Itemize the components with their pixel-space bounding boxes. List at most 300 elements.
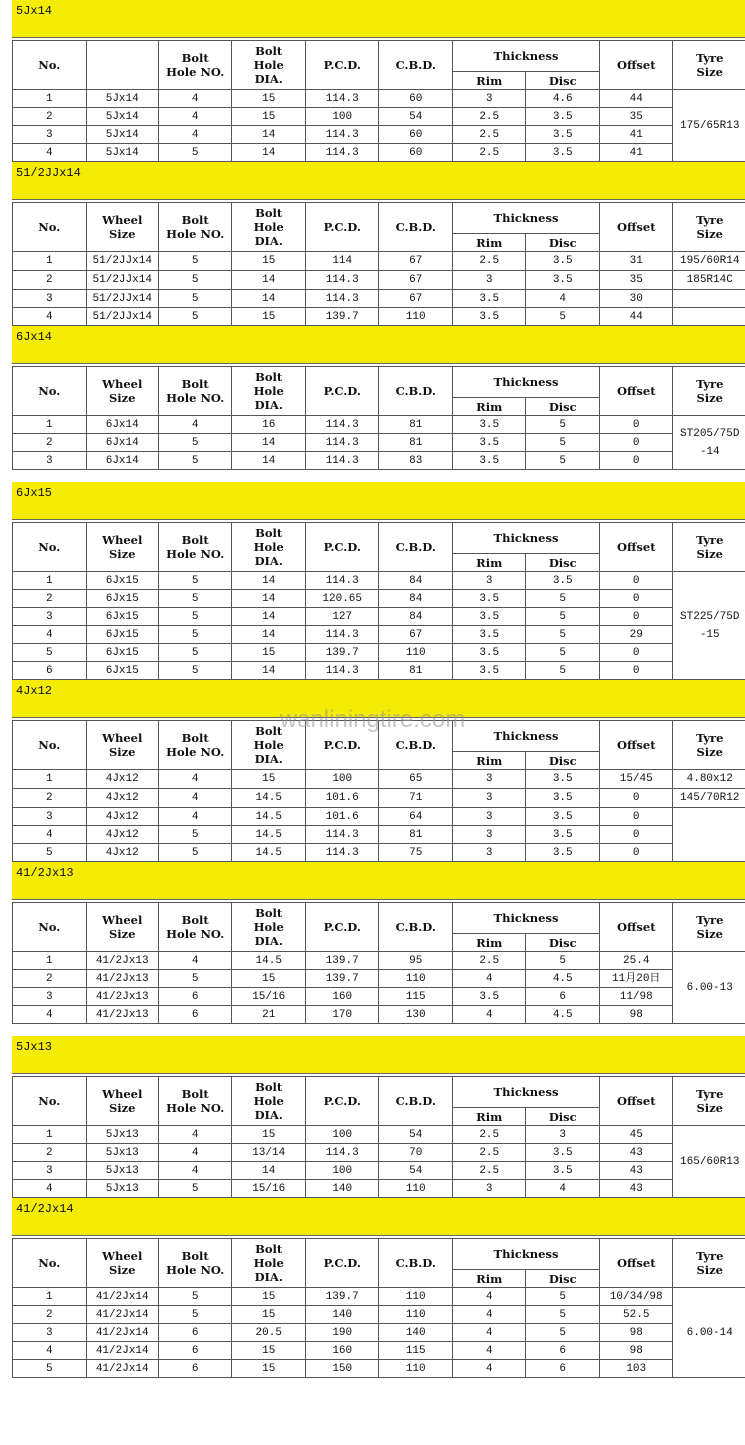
cell-tyre-size: ST205/75D -14 — [673, 416, 745, 470]
col-header-cbd: C.B.D. — [379, 203, 453, 252]
cell-disc: 5 — [526, 952, 600, 970]
cell-no: 4 — [13, 826, 87, 844]
cell-no: 6 — [13, 662, 87, 680]
cell-pcd: 114.3 — [305, 1144, 379, 1162]
cell-rim: 2.5 — [452, 126, 526, 144]
cell-bolt-hole-dia: 20.5 — [232, 1324, 306, 1342]
col-header-thickness: Thickness — [452, 1239, 599, 1270]
table-row — [13, 662, 745, 680]
cell-tyre-size: 4.80x12 — [673, 770, 745, 789]
cell-bolt-hole-no: 5 — [158, 662, 232, 680]
cell-no: 3 — [13, 290, 87, 308]
cell-cbd: 81 — [379, 662, 453, 680]
cell-disc: 4 — [526, 290, 600, 308]
col-header-rim: Rim — [452, 398, 526, 416]
col-header-disc: Disc — [526, 234, 600, 252]
cell-bolt-hole-dia: 14 — [232, 452, 306, 470]
cell-rim: 3.5 — [452, 416, 526, 434]
cell-wheel-size: 51/2JJx14 — [86, 290, 158, 308]
col-header-bolt-hole-no: Bolt Hole NO. — [158, 203, 232, 252]
cell-offset: 11/98 — [599, 988, 673, 1006]
cell-pcd: 114.3 — [305, 290, 379, 308]
cell-offset: 41 — [599, 144, 673, 162]
col-header-cbd: C.B.D. — [379, 1077, 453, 1126]
cell-rim: 3 — [452, 770, 526, 789]
col-header-bolt-hole-no: Bolt Hole NO. — [158, 1077, 232, 1126]
table-row — [13, 126, 745, 144]
cell-no: 4 — [13, 144, 87, 162]
cell-bolt-hole-no: 4 — [158, 1144, 232, 1162]
table-row — [13, 271, 745, 290]
cell-cbd: 70 — [379, 1144, 453, 1162]
cell-no: 5 — [13, 644, 87, 662]
cell-bolt-hole-no: 5 — [158, 144, 232, 162]
cell-no: 2 — [13, 970, 87, 988]
cell-cbd: 60 — [379, 126, 453, 144]
cell-bolt-hole-no: 5 — [158, 826, 232, 844]
cell-offset: 31 — [599, 252, 673, 271]
table-row — [13, 1180, 745, 1198]
col-header-bolt-hole-no: Bolt Hole NO. — [158, 41, 232, 90]
cell-pcd: 140 — [305, 1180, 379, 1198]
section-title: 6Jx14 — [12, 326, 745, 364]
cell-cbd: 110 — [379, 644, 453, 662]
cell-pcd: 100 — [305, 1126, 379, 1144]
cell-disc: 3.5 — [526, 144, 600, 162]
section-title: 41/2Jx14 — [12, 1198, 745, 1236]
cell-disc: 5 — [526, 1324, 600, 1342]
col-header-bolt-hole-dia: Bolt Hole DIA. — [232, 203, 306, 252]
col-header-offset: Offset — [599, 367, 673, 416]
cell-wheel-size: 4Jx12 — [86, 826, 158, 844]
cell-cbd: 110 — [379, 970, 453, 988]
cell-pcd: 190 — [305, 1324, 379, 1342]
col-header-thickness: Thickness — [452, 1077, 599, 1108]
col-header-pcd: P.C.D. — [305, 903, 379, 952]
cell-bolt-hole-dia: 16 — [232, 416, 306, 434]
cell-bolt-hole-no: 4 — [158, 770, 232, 789]
cell-cbd: 54 — [379, 1126, 453, 1144]
cell-cbd: 67 — [379, 252, 453, 271]
cell-pcd: 140 — [305, 1306, 379, 1324]
section-41-2jx13 — [12, 862, 745, 1036]
cell-bolt-hole-no: 5 — [158, 252, 232, 271]
cell-bolt-hole-no: 4 — [158, 416, 232, 434]
cell-bolt-hole-dia: 15 — [232, 308, 306, 326]
cell-tyre-size: ST225/75D -15 — [673, 572, 745, 680]
section-title: 5Jx14 — [12, 0, 745, 38]
cell-offset: 52.5 — [599, 1306, 673, 1324]
col-header-offset: Offset — [599, 1239, 673, 1288]
cell-tyre-size: 6.00-13 — [673, 952, 745, 1024]
col-header-no: No. — [13, 1077, 87, 1126]
cell-wheel-size: 5Jx13 — [86, 1126, 158, 1144]
cell-cbd: 54 — [379, 1162, 453, 1180]
header-row — [13, 1239, 745, 1270]
table-row — [13, 1006, 745, 1024]
cell-pcd: 160 — [305, 1342, 379, 1360]
cell-offset: 98 — [599, 1342, 673, 1360]
cell-wheel-size: 41/2Jx14 — [86, 1342, 158, 1360]
cell-offset: 29 — [599, 626, 673, 644]
col-header-wheel-size: Wheel Size — [86, 367, 158, 416]
cell-wheel-size: 6Jx15 — [86, 626, 158, 644]
cell-bolt-hole-no: 5 — [158, 271, 232, 290]
cell-rim: 3 — [452, 826, 526, 844]
cell-bolt-hole-no: 5 — [158, 434, 232, 452]
cell-rim: 3.5 — [452, 608, 526, 626]
cell-cbd: 67 — [379, 271, 453, 290]
col-header-disc: Disc — [526, 398, 600, 416]
section-41-2jx14 — [12, 1198, 745, 1378]
table-row — [13, 988, 745, 1006]
cell-wheel-size: 6Jx15 — [86, 572, 158, 590]
cell-wheel-size: 4Jx12 — [86, 770, 158, 789]
cell-wheel-size: 6Jx14 — [86, 434, 158, 452]
col-header-tyre-size: Tyre Size — [673, 903, 745, 952]
cell-offset: 43 — [599, 1162, 673, 1180]
section-title: 4Jx12 — [12, 680, 745, 718]
cell-disc: 5 — [526, 308, 600, 326]
cell-disc: 5 — [526, 1306, 600, 1324]
cell-rim: 2.5 — [452, 1126, 526, 1144]
col-header-no: No. — [13, 523, 87, 572]
cell-no: 3 — [13, 808, 87, 826]
cell-bolt-hole-dia: 14 — [232, 271, 306, 290]
header-row — [13, 41, 745, 72]
spec-table — [12, 1076, 745, 1198]
cell-disc: 3.5 — [526, 108, 600, 126]
col-header-tyre-size: Tyre Size — [673, 367, 745, 416]
cell-rim: 3 — [452, 808, 526, 826]
table-row — [13, 1288, 745, 1306]
cell-rim: 3.5 — [452, 590, 526, 608]
cell-bolt-hole-no: 4 — [158, 789, 232, 808]
spec-table — [12, 366, 745, 470]
cell-pcd: 139.7 — [305, 970, 379, 988]
cell-rim: 2.5 — [452, 1162, 526, 1180]
cell-bolt-hole-no: 6 — [158, 988, 232, 1006]
cell-rim: 3.5 — [452, 434, 526, 452]
table-row — [13, 808, 745, 826]
cell-no: 1 — [13, 572, 87, 590]
table-row — [13, 1126, 745, 1144]
col-header-tyre-size: Tyre Size — [673, 1077, 745, 1126]
cell-rim: 2.5 — [452, 1144, 526, 1162]
cell-disc: 3.5 — [526, 126, 600, 144]
cell-pcd: 120.65 — [305, 590, 379, 608]
cell-offset: 15/45 — [599, 770, 673, 789]
cell-no: 1 — [13, 416, 87, 434]
cell-bolt-hole-dia: 14 — [232, 126, 306, 144]
cell-bolt-hole-no: 5 — [158, 1288, 232, 1306]
section-title: 41/2Jx13 — [12, 862, 745, 900]
cell-bolt-hole-no: 5 — [158, 590, 232, 608]
cell-wheel-size: 41/2Jx13 — [86, 952, 158, 970]
col-header-offset: Offset — [599, 1077, 673, 1126]
cell-bolt-hole-no: 5 — [158, 452, 232, 470]
section-5jx13 — [12, 1036, 745, 1198]
cell-disc: 5 — [526, 590, 600, 608]
col-header-offset: Offset — [599, 203, 673, 252]
cell-wheel-size: 4Jx12 — [86, 789, 158, 808]
cell-offset: 45 — [599, 1126, 673, 1144]
cell-pcd: 139.7 — [305, 308, 379, 326]
cell-offset: 0 — [599, 590, 673, 608]
cell-pcd: 114.3 — [305, 662, 379, 680]
cell-bolt-hole-dia: 15/16 — [232, 988, 306, 1006]
cell-no: 4 — [13, 1006, 87, 1024]
col-header-bolt-hole-dia: Bolt Hole DIA. — [232, 903, 306, 952]
cell-bolt-hole-no: 5 — [158, 572, 232, 590]
header-row — [13, 903, 745, 934]
cell-cbd: 67 — [379, 290, 453, 308]
col-header-bolt-hole-dia: Bolt Hole DIA. — [232, 41, 306, 90]
cell-bolt-hole-dia: 15 — [232, 1360, 306, 1378]
gap — [12, 1024, 745, 1036]
cell-no: 1 — [13, 952, 87, 970]
cell-cbd: 60 — [379, 90, 453, 108]
cell-no: 2 — [13, 789, 87, 808]
cell-no: 1 — [13, 252, 87, 271]
col-header-disc: Disc — [526, 1270, 600, 1288]
cell-rim: 3 — [452, 572, 526, 590]
cell-disc: 5 — [526, 434, 600, 452]
table-row — [13, 416, 745, 434]
cell-offset: 25.4 — [599, 952, 673, 970]
cell-pcd: 150 — [305, 1360, 379, 1378]
cell-disc: 3.5 — [526, 1162, 600, 1180]
header-row — [13, 1077, 745, 1108]
cell-no: 4 — [13, 1180, 87, 1198]
cell-wheel-size: 6Jx14 — [86, 452, 158, 470]
spec-table — [12, 522, 745, 680]
cell-bolt-hole-dia: 14.5 — [232, 844, 306, 862]
col-header-offset: Offset — [599, 721, 673, 770]
cell-wheel-size: 4Jx12 — [86, 844, 158, 862]
cell-bolt-hole-dia: 14 — [232, 144, 306, 162]
cell-cbd: 83 — [379, 452, 453, 470]
header-row — [13, 721, 745, 752]
cell-rim: 3 — [452, 1180, 526, 1198]
col-header-rim: Rim — [452, 752, 526, 770]
cell-offset: 43 — [599, 1144, 673, 1162]
cell-disc: 6 — [526, 1360, 600, 1378]
cell-disc: 4.5 — [526, 970, 600, 988]
table-row — [13, 952, 745, 970]
cell-rim: 3.5 — [452, 452, 526, 470]
cell-pcd: 127 — [305, 608, 379, 626]
cell-bolt-hole-no: 5 — [158, 1306, 232, 1324]
table-row — [13, 1342, 745, 1360]
col-header-tyre-size: Tyre Size — [673, 203, 745, 252]
cell-wheel-size: 41/2Jx14 — [86, 1306, 158, 1324]
cell-offset: 0 — [599, 644, 673, 662]
cell-rim: 4 — [452, 970, 526, 988]
cell-tyre-size: 145/70R12 — [673, 789, 745, 808]
cell-rim: 2.5 — [452, 252, 526, 271]
col-header-tyre-size: Tyre Size — [673, 1239, 745, 1288]
table-row — [13, 308, 745, 326]
cell-wheel-size: 5Jx14 — [86, 144, 158, 162]
spec-table — [12, 1238, 745, 1378]
cell-pcd: 114.3 — [305, 452, 379, 470]
cell-wheel-size: 41/2Jx14 — [86, 1360, 158, 1378]
cell-bolt-hole-dia: 14.5 — [232, 952, 306, 970]
table-row — [13, 108, 745, 126]
col-header-disc: Disc — [526, 1108, 600, 1126]
table-row — [13, 1144, 745, 1162]
cell-rim: 4 — [452, 1306, 526, 1324]
cell-no: 3 — [13, 1324, 87, 1342]
cell-rim: 2.5 — [452, 108, 526, 126]
cell-bolt-hole-dia: 21 — [232, 1006, 306, 1024]
col-header-pcd: P.C.D. — [305, 523, 379, 572]
cell-no: 5 — [13, 1360, 87, 1378]
table-row — [13, 452, 745, 470]
col-header-offset: Offset — [599, 523, 673, 572]
cell-wheel-size: 41/2Jx13 — [86, 988, 158, 1006]
cell-wheel-size: 5Jx13 — [86, 1162, 158, 1180]
cell-rim: 3 — [452, 90, 526, 108]
table-row — [13, 90, 745, 108]
cell-bolt-hole-dia: 15 — [232, 770, 306, 789]
cell-bolt-hole-no: 4 — [158, 1126, 232, 1144]
cell-cbd: 54 — [379, 108, 453, 126]
cell-disc: 4.6 — [526, 90, 600, 108]
cell-pcd: 101.6 — [305, 808, 379, 826]
cell-bolt-hole-dia: 14 — [232, 662, 306, 680]
cell-disc: 6 — [526, 988, 600, 1006]
cell-wheel-size: 41/2Jx14 — [86, 1324, 158, 1342]
cell-bolt-hole-dia: 14 — [232, 590, 306, 608]
col-header-offset: Offset — [599, 41, 673, 90]
section-4jx12 — [12, 680, 745, 862]
cell-bolt-hole-no: 6 — [158, 1324, 232, 1342]
cell-wheel-size: 6Jx15 — [86, 644, 158, 662]
col-header-pcd: P.C.D. — [305, 1239, 379, 1288]
cell-bolt-hole-no: 6 — [158, 1360, 232, 1378]
cell-wheel-size: 5Jx14 — [86, 126, 158, 144]
cell-rim: 3.5 — [452, 644, 526, 662]
cell-cbd: 110 — [379, 1306, 453, 1324]
cell-bolt-hole-no: 4 — [158, 952, 232, 970]
cell-offset: 0 — [599, 662, 673, 680]
cell-rim: 2.5 — [452, 952, 526, 970]
cell-cbd: 95 — [379, 952, 453, 970]
spec-table — [12, 720, 745, 862]
cell-no: 1 — [13, 1126, 87, 1144]
cell-cbd: 64 — [379, 808, 453, 826]
cell-wheel-size: 5Jx14 — [86, 90, 158, 108]
cell-no: 1 — [13, 90, 87, 108]
cell-pcd: 139.7 — [305, 1288, 379, 1306]
cell-cbd: 84 — [379, 572, 453, 590]
table-row — [13, 144, 745, 162]
cell-offset: 35 — [599, 271, 673, 290]
cell-disc: 3.5 — [526, 789, 600, 808]
cell-rim: 3.5 — [452, 988, 526, 1006]
cell-pcd: 114.3 — [305, 144, 379, 162]
spec-table — [12, 902, 745, 1024]
cell-bolt-hole-dia: 15 — [232, 90, 306, 108]
col-header-pcd: P.C.D. — [305, 1077, 379, 1126]
cell-rim: 3.5 — [452, 626, 526, 644]
cell-offset: 0 — [599, 434, 673, 452]
col-header-no: No. — [13, 1239, 87, 1288]
cell-offset: 0 — [599, 608, 673, 626]
header-row — [13, 367, 745, 398]
cell-rim: 4 — [452, 1288, 526, 1306]
section-51-2jjx14 — [12, 162, 745, 326]
cell-pcd: 114.3 — [305, 572, 379, 590]
cell-cbd: 81 — [379, 826, 453, 844]
cell-pcd: 114.3 — [305, 271, 379, 290]
col-header-thickness: Thickness — [452, 903, 599, 934]
table-row — [13, 626, 745, 644]
cell-disc: 6 — [526, 1342, 600, 1360]
cell-bolt-hole-no: 6 — [158, 1342, 232, 1360]
cell-wheel-size: 6Jx15 — [86, 608, 158, 626]
cell-pcd: 170 — [305, 1006, 379, 1024]
cell-cbd: 60 — [379, 144, 453, 162]
cell-bolt-hole-dia: 14 — [232, 434, 306, 452]
cell-rim: 3 — [452, 844, 526, 862]
col-header-wheel-size: Wheel Size — [86, 903, 158, 952]
col-header-wheel-size: Wheel Size — [86, 1077, 158, 1126]
cell-bolt-hole-dia: 14 — [232, 572, 306, 590]
cell-cbd: 110 — [379, 1180, 453, 1198]
cell-cbd: 84 — [379, 590, 453, 608]
cell-no: 5 — [13, 844, 87, 862]
cell-bolt-hole-dia: 14.5 — [232, 826, 306, 844]
col-header-no: No. — [13, 903, 87, 952]
col-header-no: No. — [13, 41, 87, 90]
cell-offset: 0 — [599, 826, 673, 844]
cell-bolt-hole-dia: 14.5 — [232, 808, 306, 826]
cell-rim: 3 — [452, 271, 526, 290]
cell-bolt-hole-no: 5 — [158, 644, 232, 662]
cell-disc: 3 — [526, 1126, 600, 1144]
cell-bolt-hole-no: 6 — [158, 1006, 232, 1024]
cell-wheel-size: 6Jx15 — [86, 590, 158, 608]
cell-disc: 5 — [526, 452, 600, 470]
cell-disc: 5 — [526, 608, 600, 626]
cell-pcd: 100 — [305, 770, 379, 789]
col-header-cbd: C.B.D. — [379, 367, 453, 416]
cell-offset: 44 — [599, 308, 673, 326]
col-header-cbd: C.B.D. — [379, 523, 453, 572]
col-header-thickness: Thickness — [452, 367, 599, 398]
cell-bolt-hole-no: 5 — [158, 608, 232, 626]
col-header-wheel-size: Wheel Size — [86, 523, 158, 572]
table-row — [13, 644, 745, 662]
cell-disc: 3.5 — [526, 826, 600, 844]
cell-disc: 5 — [526, 626, 600, 644]
cell-no: 1 — [13, 1288, 87, 1306]
spec-table — [12, 202, 745, 326]
col-header-bolt-hole-no: Bolt Hole NO. — [158, 721, 232, 770]
cell-pcd: 114.3 — [305, 626, 379, 644]
table-row — [13, 434, 745, 452]
cell-pcd: 101.6 — [305, 789, 379, 808]
cell-bolt-hole-dia: 15 — [232, 1288, 306, 1306]
cell-pcd: 114.3 — [305, 826, 379, 844]
cell-rim: 3.5 — [452, 290, 526, 308]
col-header-wheel-size — [86, 41, 158, 90]
cell-no: 2 — [13, 1306, 87, 1324]
cell-bolt-hole-dia: 15 — [232, 1306, 306, 1324]
